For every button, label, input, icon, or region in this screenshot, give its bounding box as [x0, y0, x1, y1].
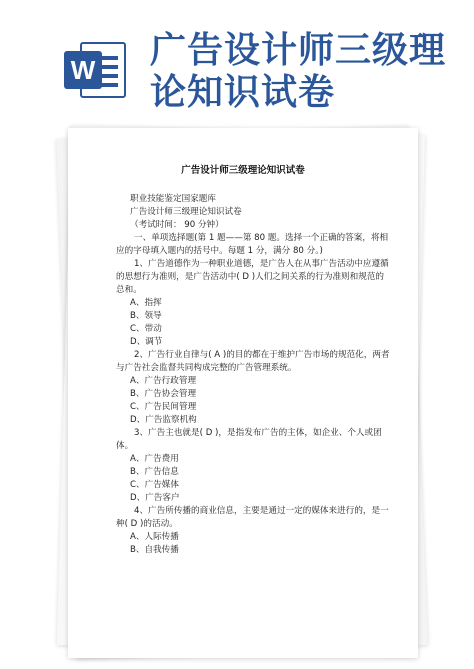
text-line-icon [100, 65, 118, 69]
answer-option: A、人际传播 [130, 532, 179, 542]
text-line-icon [100, 56, 118, 60]
question-text: 3、广告主也就是( D )，是指发布广告的主体，如企业、个人或团体。 [116, 428, 382, 451]
doc-meta-line: 广告设计师三级理论知识试卷 [130, 207, 242, 217]
answer-option: A、指挥 [130, 298, 162, 308]
section-intro: 一、单项选择题(第 1 题——第 80 题。选择一个正确的答案，将相应的字母填入题内的括号中。每题 1 分，满分 80 分。) [116, 233, 389, 256]
answer-option: B、领导 [130, 311, 162, 321]
question-text: 2、广告行业自律与( A )的目的都在于维护广告市场的规范化，两者与广告社会监督共同构成完整的广告管理系统。 [116, 350, 390, 373]
question-text: 4、广告所传播的商业信息，主要是通过一定的媒体来进行的，是一种( D )的活动。 [116, 506, 389, 529]
exam-time: （考试时间： 90 分钟） [130, 220, 224, 230]
document-page [68, 128, 418, 658]
answer-option: C、广告民间管理 [130, 402, 197, 412]
answer-option: A、广告费用 [130, 454, 179, 464]
word-logo-badge: W [64, 51, 102, 89]
answer-option: D、调节 [130, 337, 163, 347]
word-document-icon [64, 42, 128, 98]
question-block [116, 258, 392, 349]
page-title-line1: 广告设计师三级理 [150, 30, 447, 71]
document-title: 广告设计师三级理论知识试卷 [181, 165, 305, 176]
question-block [116, 427, 392, 505]
text-line-icon [100, 74, 118, 78]
answer-option: B、广告信息 [130, 467, 179, 477]
answer-option: C、带动 [130, 324, 162, 334]
page-title [150, 30, 450, 114]
page-title-line2: 论知识试卷 [150, 72, 336, 113]
header-banner [0, 0, 474, 130]
answer-option: B、自我传播 [130, 545, 179, 555]
answer-option: B、广告协会管理 [130, 389, 197, 399]
answer-option: D、广告客户 [130, 493, 180, 503]
doc-meta-line: 职业技能鉴定国家题库 [130, 194, 216, 204]
question-text: 1、广告道德作为一种职业道德，是广告人在从事广告活动中应遵循的思想行为准则，是广告活动中( D )人们之间关系的行为准则和规范的总和。 [116, 259, 389, 295]
answer-option: D、广告监察机构 [130, 415, 197, 425]
question-block [116, 505, 392, 557]
answer-option: A、广告行政管理 [130, 376, 197, 386]
answer-option: C、广告媒体 [130, 480, 179, 490]
question-block [116, 349, 392, 427]
text-line-icon [100, 83, 118, 87]
